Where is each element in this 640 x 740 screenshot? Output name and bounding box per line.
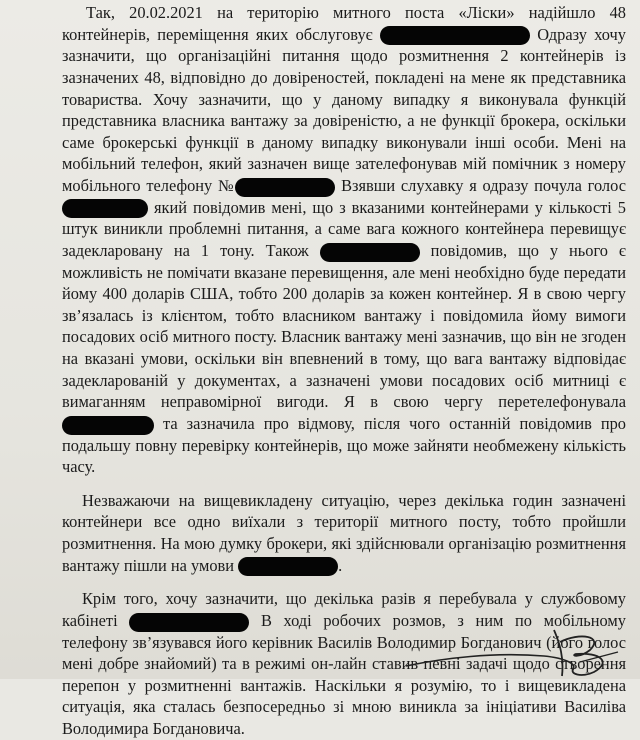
redaction-mark [129,613,249,632]
text-segment: В ході робочих розмов, з ним по мобільному телефону зв’язувався його керівник Василів Володимир Богданович (його голос мені добре знайомий) та в режимі он-лайн ставив певні задачі щодо створення перепон у розмитненні вантажів. Наскільки я розумію, то і вищевикладена ситуація, яка сталась безпосередньо зі мною виникла за ініціативи Василіва Володимира Богдановича. [62,610,626,738]
redaction-mark [320,243,420,262]
paragraph-1 [62,2,626,478]
text-segment: який повідомив мені, що з вказаними контейнерами у кількості 5 штук виникли проблемні питання, а саме вага кожного контейнера перевищує задекларовану на 1 тону. Також [62,197,626,260]
text-segment: повідомив, що у нього є можливість не помічати вказане перевищення, але мені необхідно буде передати йому 400 доларів США, тобто 200 доларів за кожен контейнер. Я в свою чергу зв’язалась із клієнтом, тобто власником вантажу і повідомила йому вимоги посадових осіб митного посту. Власник вантажу мені зазначив, що він не згоден на вказані умови, оскільки він впевнений в тому, що вага вантажу відповідає задекларованій у документах, а зазначені умови посадових осіб митниці є вимаганням неправомірної вигоди. Я в свою чергу перетелефонувала [62,240,626,412]
text-segment: Незважаючи на вищевикладену ситуацію, через декілька годин зазначені контейнери все одно виїхали з території митного посту, тобто пройшли розмитнення. На мою думку брокери, які здійснювали організацію розмитнення вантажу пішли на умови [62,490,626,575]
redaction-mark [62,416,154,435]
handwritten-signature [404,622,624,679]
text-segment: Крім того, хочу зазначити, що декілька разів я перебувала у службовому кабінеті [62,589,626,630]
text-segment: . [338,555,343,575]
redaction-mark [235,178,335,197]
text-segment: та зазначила про відмову, після чого останній повідомив про подальшу повну перевірку контейнерів, що може зайняти необмежену кількість часу. [62,413,626,477]
text-segment: Одразу хочу зазначити, що організаційні питання щодо розмитнення 2 контейнерів із зазначених 48, відповідно до довіреностей, покладені на мене як представника товариства. Хочу зазначити, що у даному випадку я виконувала функцій представника власника вантажу за довіреністю, а не функції брокера, оскільки саме брокерські функції в даному випадку виконували інші особи. Мені на мобільний телефон, який зазначен вище зателефонував мій помічник з номеру мобільного телефону № [62,24,626,195]
redaction-mark [380,26,530,45]
redaction-mark [62,199,148,218]
text-segment: Так, 20.02.2021 на територію митного поста «Ліски» надійшло 48 контейнерів, переміщення яких обслуговує [62,3,626,44]
text-segment: Взявши слухавку я одразу почула голос [341,175,626,195]
redaction-mark [238,557,338,576]
paragraph-2 [62,490,626,577]
